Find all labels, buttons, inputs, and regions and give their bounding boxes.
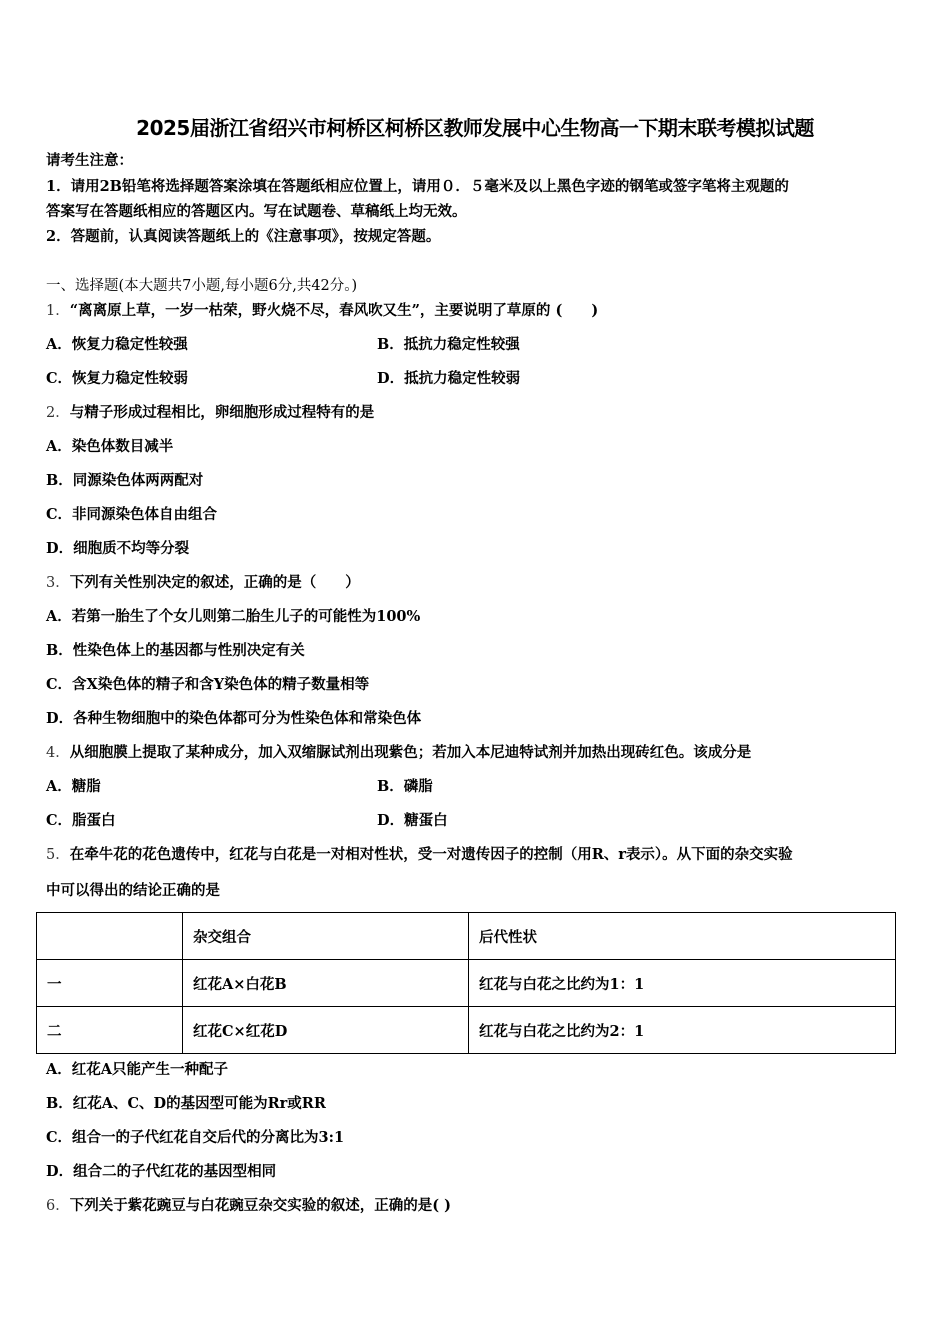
table-header-row xyxy=(37,913,896,960)
table-cell: 红花A×白花B xyxy=(183,960,469,1007)
section-heading: 一、选择题(本大题共7小题,每小题6分,共42分。) xyxy=(46,278,358,294)
question-1 xyxy=(46,301,598,321)
q3-option-c: C．含X染色体的精子和含Y染色体的精子数量相等 xyxy=(46,676,370,693)
table-row xyxy=(37,1007,896,1054)
q5-option-b: B．红花A、C、D的基因型可能为Rr或RR xyxy=(46,1095,326,1112)
question-number: 2． xyxy=(46,405,70,421)
q2-option-d: D．细胞质不均等分裂 xyxy=(46,540,190,557)
q3-option-b: B．性染色体上的基因都与性别决定有关 xyxy=(46,642,305,659)
question-3 xyxy=(46,573,360,593)
notice-line-3: 2．答题前，认真阅读答题纸上的《注意事项》，按规定答题。 xyxy=(46,228,441,245)
table-cell: 一 xyxy=(37,960,183,1007)
q5-option-c: C．组合一的子代红花自交后代的分离比为3:1 xyxy=(46,1129,345,1146)
question-text: 从细胞膜上提取了某种成分，加入双缩脲试剂出现紫色；若加入本尼迪特试剂并加热出现砖红色。该成分是 xyxy=(69,744,752,761)
table-cell: 红花与白花之比约为1：1 xyxy=(469,960,896,1007)
q4-option-c: C．脂蛋白 xyxy=(46,812,116,829)
question-4 xyxy=(46,743,751,763)
page-title: 2025届浙江省绍兴市柯桥区柯桥区教师发展中心生物高一下期末联考模拟试题 xyxy=(136,116,814,140)
question-text: 下列关于紫花豌豆与白花豌豆杂交实验的叙述，正确的是( ) xyxy=(69,1197,452,1214)
question-6 xyxy=(46,1196,451,1216)
q3-option-d: D．各种生物细胞中的染色体都可分为性染色体和常染色体 xyxy=(46,710,422,727)
q3-option-a: A．若第一胎生了个女儿则第二胎生儿子的可能性为100% xyxy=(46,608,421,625)
question-text: 在牵牛花的花色遗传中，红花与白花是一对相对性状，受一对遗传因子的控制（用R、r表示）。从下面的杂交实验 xyxy=(69,846,793,863)
question-5-continued: 中可以得出的结论正确的是 xyxy=(46,882,220,899)
table-cell: 二 xyxy=(37,1007,183,1054)
question-number: 3． xyxy=(46,575,70,591)
notice-line-1: 1．请用2B铅笔将选择题答案涂填在答题纸相应位置上，请用０．５毫米及以上黑色字迹的钢笔或签字笔将主观题的 xyxy=(46,178,789,195)
q4-option-a: A．糖脂 xyxy=(46,778,101,795)
q5-option-d: D．组合二的子代红花的基因型相同 xyxy=(46,1163,277,1180)
question-number: 6． xyxy=(46,1198,70,1214)
q4-option-d: D．糖蛋白 xyxy=(377,812,448,829)
q2-option-c: C．非同源染色体自由组合 xyxy=(46,506,218,523)
table-header-cell xyxy=(37,913,183,960)
q1-option-c: C．恢复力稳定性较弱 xyxy=(46,370,189,387)
q2-option-a: A．染色体数目减半 xyxy=(46,438,174,455)
q1-option-b: B．抵抗力稳定性较强 xyxy=(377,336,520,353)
table-cell: 红花与白花之比约为2：1 xyxy=(469,1007,896,1054)
cross-experiment-table xyxy=(36,912,896,1054)
q5-option-a: A．红花A只能产生一种配子 xyxy=(46,1061,228,1078)
q1-option-d: D．抵抗力稳定性较弱 xyxy=(377,370,521,387)
question-text: “离离原上草，一岁一枯荣，野火烧不尽，春风吹又生”，主要说明了草原的 ( ) xyxy=(69,302,599,319)
notice-line-2: 答案写在答题纸相应的答题区内。写在试题卷、草稿纸上均无效。 xyxy=(46,203,467,220)
q1-option-a: A．恢复力稳定性较强 xyxy=(46,336,188,353)
table-header-cell: 后代性状 xyxy=(469,913,896,960)
question-2 xyxy=(46,403,374,423)
question-number: 1． xyxy=(46,303,70,319)
q2-option-b: B．同源染色体两两配对 xyxy=(46,472,204,489)
table-cell: 红花C×红花D xyxy=(183,1007,469,1054)
question-number: 5． xyxy=(46,847,70,863)
notice-heading: 请考生注意： xyxy=(46,152,133,169)
table-header-cell: 杂交组合 xyxy=(183,913,469,960)
question-text: 与精子形成过程相比，卵细胞形成过程特有的是 xyxy=(69,404,375,421)
table-row xyxy=(37,960,896,1007)
question-5 xyxy=(46,845,793,865)
question-number: 4． xyxy=(46,745,70,761)
question-text: 下列有关性别决定的叙述，正确的是（ ） xyxy=(69,574,360,591)
q4-option-b: B．磷脂 xyxy=(377,778,433,795)
